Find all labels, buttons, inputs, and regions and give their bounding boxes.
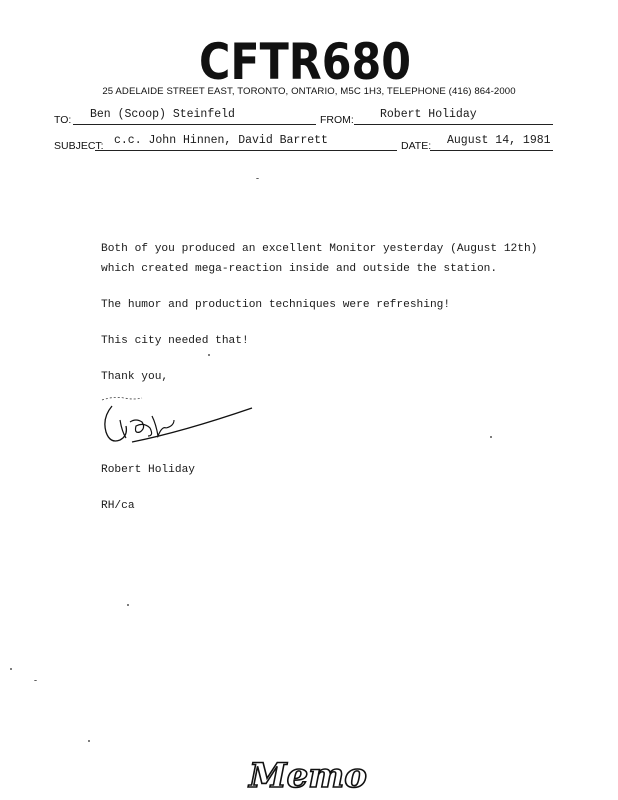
svg-text:CFTR680: CFTR680 [199,33,411,91]
scan-speck [127,604,129,606]
to-value: Ben (Scoop) Steinfeld [90,108,235,121]
date-label: DATE: [401,140,432,152]
date-value: August 14, 1981 [447,134,551,147]
svg-text:Memo: Memo [249,756,367,796]
to-underline [73,124,316,125]
from-value: Robert Holiday [380,108,477,121]
body-paragraph-2: The humor and production techniques were refreshing! [101,299,451,311]
closing-line: Thank you, [101,371,169,383]
scan-speck [256,178,259,179]
date-underline [430,150,553,151]
typist-initials: RH/ca [101,500,135,512]
subject-value: c.c. John Hinnen, David Barrett [114,134,328,147]
scan-speck [88,740,90,742]
body-paragraph-1-line-2: which created mega-reaction inside and outside the station. [101,263,498,275]
memo-footer-logo [248,754,368,796]
subject-label: SUBJECT: [54,140,104,152]
to-label: TO: [54,114,72,126]
scan-speck [208,354,210,356]
body-paragraph-1-line-1: Both of you produced an excellent Monitor yesterday (August 12th) [101,243,538,255]
letterhead-address: 25 ADELAIDE STREET EAST, TORONTO, ONTARIO, M5C 1H3, TELEPHONE (416) 864-2000 [102,86,516,97]
scan-speck [490,436,492,438]
from-label: FROM: [320,114,354,126]
handwritten-signature [92,392,257,454]
body-paragraph-3: This city needed that! [101,335,249,347]
subject-underline [95,150,397,151]
from-underline [354,124,553,125]
cftr680-logo [198,33,412,91]
signer-name: Robert Holiday [101,464,195,476]
scan-speck [10,668,12,670]
scan-speck [34,680,37,681]
